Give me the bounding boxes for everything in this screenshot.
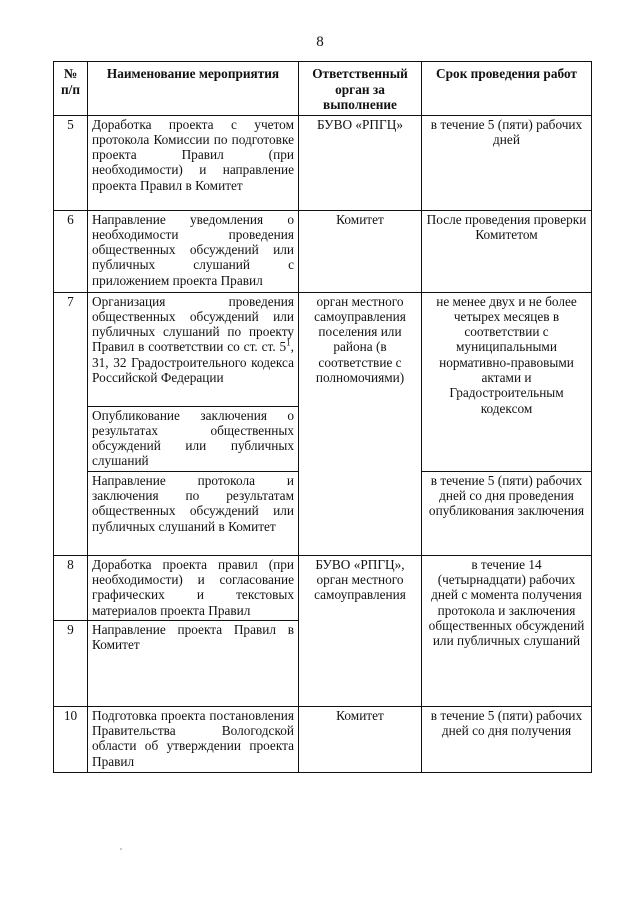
header-responsible: Ответственный орган за выполнение (299, 62, 422, 116)
event-name: Доработка проекта правил (при необходимости) и согласование графических и текстовых материалов проекта Правил (88, 555, 299, 620)
event-name: Направление уведомления о необходимости проведения общественных обсуждений или публичных слушаний с приложением проекта Правил (88, 210, 299, 292)
schedule-table (53, 61, 592, 773)
event-name: Опубликование заключения о результатах общественных обсуждений или публичных слушаний (88, 406, 299, 471)
event-name-part: , 31, 32 Градостроительного кодекса Российской Федерации (92, 339, 294, 385)
table-row (54, 292, 592, 406)
deadline: не менее двух и не более четырех месяцев в соответствии с муниципальными нормативно-правовыми актами и Градостроительным кодексом (422, 292, 592, 471)
responsible-body: Комитет (299, 210, 422, 292)
table-row (54, 210, 592, 292)
responsible-body: БУВО «РПГЦ», орган местного самоуправления (299, 555, 422, 706)
header-number: № п/п (54, 62, 88, 116)
row-number: 7 (54, 292, 88, 555)
row-number: 8 (54, 555, 88, 620)
scan-speck (120, 848, 122, 850)
superscript: 1 (286, 337, 291, 348)
table-row (54, 706, 592, 772)
deadline: в течение 5 (пяти) рабочих дней со дня проведения опубликования заключения (422, 471, 592, 555)
event-name (88, 292, 299, 406)
responsible-body: БУВО «РПГЦ» (299, 115, 422, 210)
deadline: в течение 14 (четырнадцати) рабочих дней с момента получения протокола и заключения общественных обсуждений или публичных слушаний (422, 555, 592, 706)
event-name: Доработка проекта с учетом протокола Комиссии по подготовке проекта Правил (при необходимости) и направление проекта Правил в Комитет (88, 115, 299, 210)
table-row (54, 115, 592, 210)
event-name-part: Организация проведения общественных обсуждений или публичных слушаний по проекту Правил в соответствии со ст. ст. 5 (92, 293, 294, 355)
header-deadline: Срок проведения работ (422, 62, 592, 116)
responsible-body: Комитет (299, 706, 422, 772)
row-number: 9 (54, 620, 88, 706)
responsible-body: орган местного самоуправления поселения или района (в соответствие с полномочиями) (299, 292, 422, 555)
deadline: После проведения проверки Комитетом (422, 210, 592, 292)
event-name: Подготовка проекта постановления Правительства Вологодской области об утверждении проекта Правил (88, 706, 299, 772)
table-header-row (54, 62, 592, 116)
deadline: в течение 5 (пяти) рабочих дней (422, 115, 592, 210)
row-number: 5 (54, 115, 88, 210)
row-number: 10 (54, 706, 88, 772)
deadline: в течение 5 (пяти) рабочих дней со дня получения (422, 706, 592, 772)
header-event-name: Наименование мероприятия (88, 62, 299, 116)
event-name: Направление протокола и заключения по результатам общественных обсуждений или публичных слушаний в Комитет (88, 471, 299, 555)
row-number: 6 (54, 210, 88, 292)
table-row (54, 555, 592, 620)
page-number: 8 (316, 34, 324, 50)
event-name: Направление проекта Правил в Комитет (88, 620, 299, 706)
